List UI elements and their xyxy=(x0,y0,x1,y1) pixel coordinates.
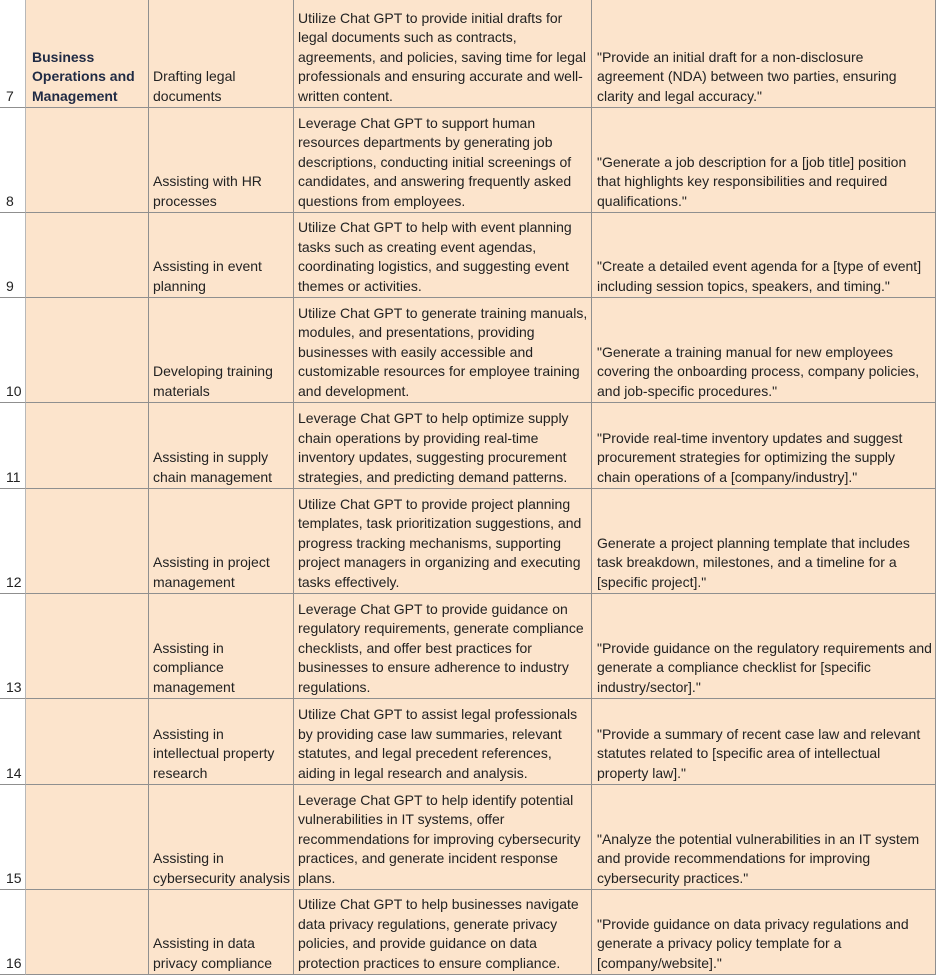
row-number[interactable]: 10 xyxy=(0,298,26,403)
table-row[interactable] xyxy=(0,699,936,785)
prompt-cell[interactable]: Generate a project planning template that includes task breakdown, milestones, and a timeline for a [specific project]." xyxy=(592,489,936,594)
prompt-cell[interactable]: "Provide an initial draft for a non-disclosure agreement (NDA) between two parties, ensuring clarity and legal accuracy." xyxy=(592,0,936,108)
row-number[interactable]: 8 xyxy=(0,108,26,213)
prompt-cell[interactable]: "Provide a summary of recent case law and relevant statutes related to [specific area of intellectual property law]." xyxy=(592,699,936,785)
prompt-cell[interactable]: "Provide guidance on the regulatory requirements and generate a compliance checklist for [specific industry/sector]." xyxy=(592,594,936,699)
category-cell[interactable] xyxy=(26,489,149,594)
table-row[interactable] xyxy=(0,0,936,108)
prompt-cell[interactable]: "Analyze the potential vulnerabilities in an IT system and provide recommendations for improving cybersecurity practices." xyxy=(592,785,936,890)
category-cell[interactable] xyxy=(26,403,149,489)
task-cell[interactable]: Developing training materials xyxy=(149,298,294,403)
table-row[interactable] xyxy=(0,785,936,890)
table-row[interactable] xyxy=(0,213,936,298)
table-row[interactable] xyxy=(0,403,936,489)
task-cell[interactable]: Assisting in data privacy compliance xyxy=(149,890,294,975)
row-number[interactable]: 13 xyxy=(0,594,26,699)
prompt-cell[interactable]: "Provide real-time inventory updates and suggest procurement strategies for optimizing the supply chain operations of a [company/industry]." xyxy=(592,403,936,489)
description-cell[interactable]: Leverage Chat GPT to provide guidance on regulatory requirements, generate compliance checklists, and offer best practices for businesses to ensure adherence to industry regulations. xyxy=(294,594,592,699)
description-cell[interactable]: Leverage Chat GPT to help optimize supply chain operations by providing real-time inventory updates, suggesting procurement strategies, and predicting demand patterns. xyxy=(294,403,592,489)
description-cell[interactable]: Leverage Chat GPT to support human resources departments by generating job descriptions, conducting initial screenings of candidates, and answering frequently asked questions from employees. xyxy=(294,108,592,213)
row-number[interactable]: 7 xyxy=(0,0,26,108)
category-cell[interactable]: Business Operations and Management xyxy=(26,0,149,108)
category-cell[interactable] xyxy=(26,699,149,785)
table-row[interactable] xyxy=(0,594,936,699)
description-cell[interactable]: Utilize Chat GPT to provide initial drafts for legal documents such as contracts, agreements, and policies, saving time for legal professionals and ensuring accurate and well-written content. xyxy=(294,0,592,108)
description-cell[interactable]: Leverage Chat GPT to help identify potential vulnerabilities in IT systems, offer recommendations for improving cybersecurity practices, and generate incident response plans. xyxy=(294,785,592,890)
table-row[interactable] xyxy=(0,108,936,213)
task-cell[interactable]: Assisting in supply chain management xyxy=(149,403,294,489)
row-number[interactable]: 11 xyxy=(0,403,26,489)
row-number[interactable]: 14 xyxy=(0,699,26,785)
task-cell[interactable]: Drafting legal documents xyxy=(149,0,294,108)
category-cell[interactable] xyxy=(26,890,149,975)
table-row[interactable] xyxy=(0,298,936,403)
category-cell[interactable] xyxy=(26,108,149,213)
description-cell[interactable]: Utilize Chat GPT to assist legal professionals by providing case law summaries, relevant statutes, and legal precedent references, aiding in legal research and analysis. xyxy=(294,699,592,785)
table-row[interactable] xyxy=(0,489,936,594)
category-cell[interactable] xyxy=(26,213,149,298)
description-cell[interactable]: Utilize Chat GPT to generate training manuals, modules, and presentations, providing businesses with easily accessible and customizable resources for employee training and development. xyxy=(294,298,592,403)
task-cell[interactable]: Assisting in intellectual property research xyxy=(149,699,294,785)
row-number[interactable]: 12 xyxy=(0,489,26,594)
description-cell[interactable]: Utilize Chat GPT to provide project planning templates, task prioritization suggestions, and progress tracking mechanisms, supporting project managers in organizing and executing tasks effectively. xyxy=(294,489,592,594)
category-cell[interactable] xyxy=(26,785,149,890)
task-cell[interactable]: Assisting in cybersecurity analysis xyxy=(149,785,294,890)
task-cell[interactable]: Assisting in event planning xyxy=(149,213,294,298)
row-number[interactable]: 15 xyxy=(0,785,26,890)
description-cell[interactable]: Utilize Chat GPT to help businesses navigate data privacy regulations, generate privacy policies, and provide guidance on data protection practices to ensure compliance. xyxy=(294,890,592,975)
prompt-cell[interactable]: "Generate a job description for a [job title] position that highlights key responsibilities and required qualifications." xyxy=(592,108,936,213)
task-cell[interactable]: Assisting with HR processes xyxy=(149,108,294,213)
prompt-cell[interactable]: "Generate a training manual for new employees covering the onboarding process, company policies, and job-specific procedures." xyxy=(592,298,936,403)
description-cell[interactable]: Utilize Chat GPT to help with event planning tasks such as creating event agendas, coordinating logistics, and suggesting event themes or activities. xyxy=(294,213,592,298)
table-row[interactable] xyxy=(0,890,936,975)
prompt-cell[interactable]: "Create a detailed event agenda for a [type of event] including session topics, speakers, and timing." xyxy=(592,213,936,298)
row-number[interactable]: 16 xyxy=(0,890,26,975)
task-cell[interactable]: Assisting in compliance management xyxy=(149,594,294,699)
category-cell[interactable] xyxy=(26,298,149,403)
prompt-cell[interactable]: "Provide guidance on data privacy regulations and generate a privacy policy template for a [company/website]." xyxy=(592,890,936,975)
row-number[interactable]: 9 xyxy=(0,213,26,298)
task-cell[interactable]: Assisting in project management xyxy=(149,489,294,594)
category-cell[interactable] xyxy=(26,594,149,699)
